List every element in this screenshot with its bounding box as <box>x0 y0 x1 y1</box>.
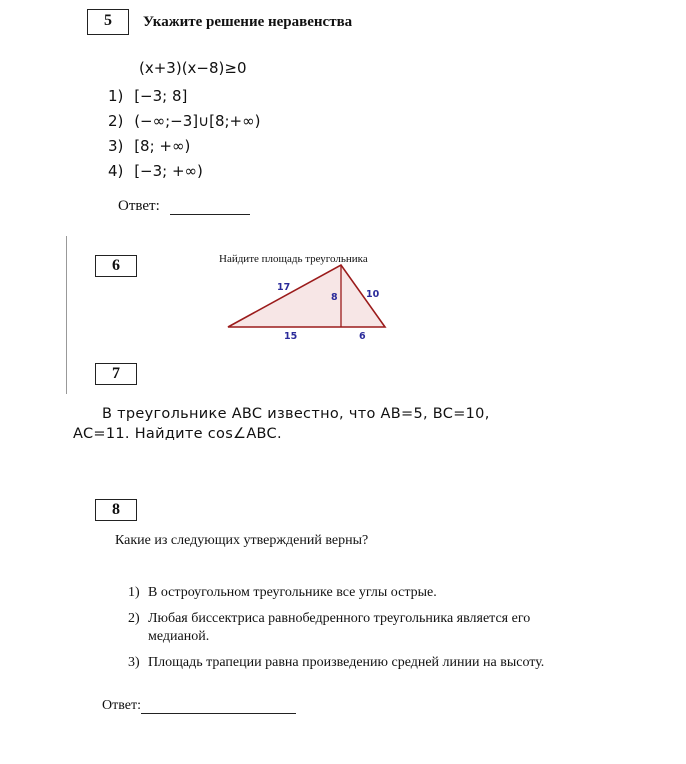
option-text: [8; +∞) <box>134 137 191 155</box>
statement-number: 2) <box>128 611 140 626</box>
task6-number: 6 <box>112 257 120 274</box>
statement-number: 3) <box>128 655 140 670</box>
label-height: 8 <box>331 292 338 303</box>
label-base-right: 6 <box>359 331 366 342</box>
task5-option-3[interactable] <box>108 137 190 155</box>
task5-option-4[interactable] <box>108 162 203 180</box>
task5-option-2[interactable] <box>108 112 260 130</box>
option-text: (−∞;−3]∪[8;+∞) <box>134 112 261 130</box>
answer-label: Ответ: <box>102 698 141 713</box>
margin-line <box>66 236 67 394</box>
task8-answer-field[interactable] <box>141 699 296 714</box>
statement-text: В остроугольном треугольнике все углы острые. <box>148 585 437 600</box>
option-number: 3) <box>108 137 124 155</box>
task5-inequality: (x+3)(x−8)≥0 <box>139 59 247 77</box>
task7-text-line2: AC=11. Найдите cos∠ABC. <box>73 426 282 442</box>
task8-statement-1[interactable] <box>128 584 598 602</box>
statement-text: Любая биссектриса равнобедренного треугольника является его медианой. <box>148 611 531 644</box>
answer-label: Ответ: <box>118 198 160 214</box>
task6-figure-title: Найдите площадь треугольника <box>219 253 368 265</box>
triangle-figure <box>220 260 400 345</box>
task5-option-1[interactable] <box>108 87 187 105</box>
statement-number: 1) <box>128 585 140 600</box>
option-number: 1) <box>108 87 124 105</box>
task8-answer-row <box>102 698 296 714</box>
task5-answer-field[interactable] <box>170 200 250 215</box>
option-number: 2) <box>108 112 124 130</box>
label-side-right: 10 <box>366 289 380 300</box>
task5-number: 5 <box>104 12 112 29</box>
label-base-left: 15 <box>284 331 298 342</box>
task8-number: 8 <box>112 501 120 518</box>
label-side-left: 17 <box>277 282 291 293</box>
option-text: [−3; 8] <box>134 87 188 105</box>
task8-statement-3[interactable] <box>128 654 628 672</box>
task8-number-box <box>95 499 137 521</box>
task5-answer-row <box>118 198 250 215</box>
triangle-shape <box>228 265 385 327</box>
task7-number-box <box>95 363 137 385</box>
task7-text-line1: В треугольнике ABC известно, что AB=5, BC=10, <box>102 406 490 422</box>
option-text: [−3; +∞) <box>134 162 203 180</box>
task7-number: 7 <box>112 365 120 382</box>
task6-number-box <box>95 255 137 277</box>
task5-title: Укажите решение неравенства <box>143 14 353 30</box>
option-number: 4) <box>108 162 124 180</box>
task8-statement-2[interactable] <box>128 610 598 646</box>
task8-question: Какие из следующих утверждений верны? <box>115 533 369 548</box>
statement-text: Площадь трапеции равна произведению средней линии на высоту. <box>148 655 545 670</box>
task5-number-box <box>87 9 129 35</box>
